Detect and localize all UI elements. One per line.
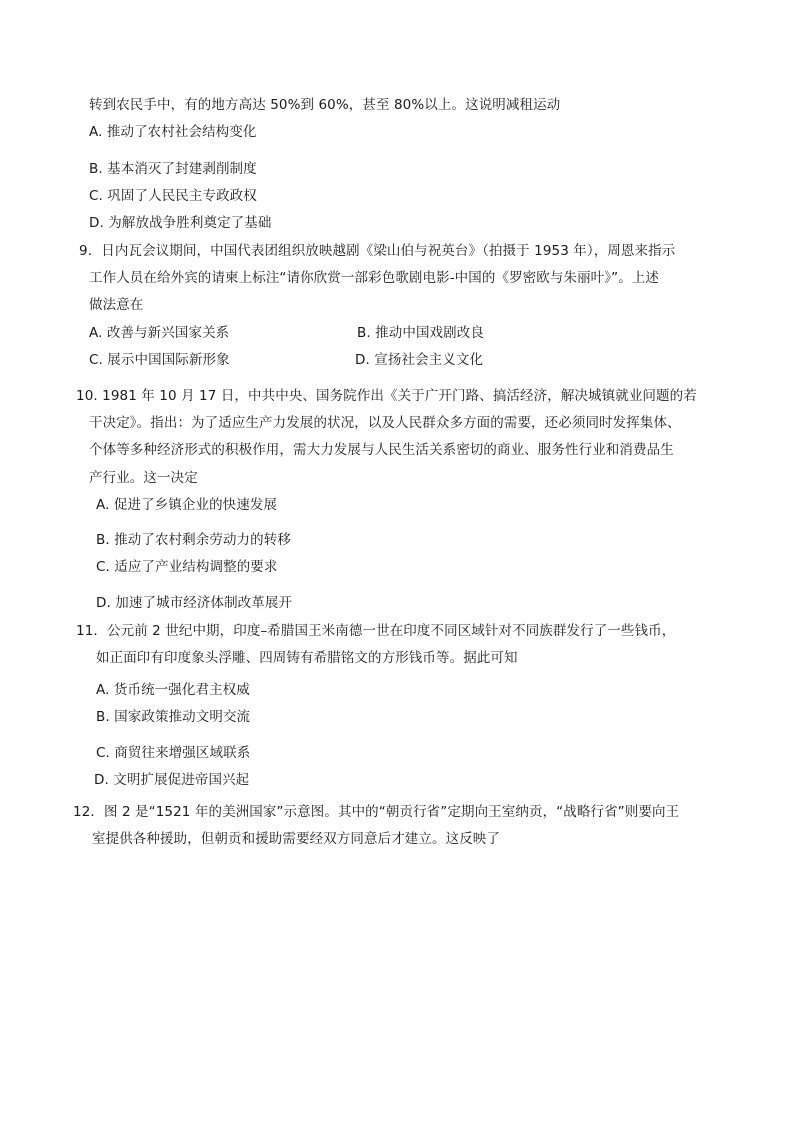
q11-stem-line-1: 11．公元前 2 世纪中期，印度–希腊国王米南德一世在印度不同区域针对不同族群发行了一些钱币， <box>76 623 676 639</box>
q8-option-c: C. 巩固了人民民主专政政权 <box>89 188 257 204</box>
q11-option-b: B. 国家政策推动文明交流 <box>96 709 251 725</box>
q11-option-c: C. 商贸往来增强区域联系 <box>96 745 251 761</box>
q8-stem-tail: 转到农民手中，有的地方高达 50%到 60%，甚至 80%以上。这说明减租运动 <box>89 97 561 113</box>
q8-option-d: D. 为解放战争胜利奠定了基础 <box>89 215 272 231</box>
q11-option-a: A. 货币统一强化君主权威 <box>96 682 250 698</box>
q10-stem-line-2: 干决定》。指出：为了适应生产力发展的状况，以及人民群众多方面的需要，还必须同时发挥集体、 <box>89 415 681 431</box>
q12-stem-line-1: 12．图 2 是“1521 年的美洲国家”示意图。其中的“朝贡行省”定期向王室纳贡，“战略行省”则要向王 <box>73 804 680 820</box>
q9-option-d: D. 宣扬社会主义文化 <box>355 352 484 368</box>
q10-stem-line-1: 10. 1981 年 10 月 17 日，中共中央、国务院作出《关于广开门路、搞活经济，解决城镇就业问题的若 <box>76 388 697 404</box>
q10-option-c: C. 适应了产业结构调整的要求 <box>96 559 278 575</box>
q8-option-b: B. 基本消灭了封建剥削制度 <box>89 161 257 177</box>
q9-option-c: C. 展示中国国际新形象 <box>89 352 230 368</box>
q11-option-d: D. 文明扩展促进帝国兴起 <box>94 772 250 788</box>
q10-stem-line-4: 产行业。这一决定 <box>89 470 198 486</box>
q10-option-d: D. 加速了城市经济体制改革展开 <box>96 595 293 611</box>
q9-stem-line-1: 9．日内瓦会议期间，中国代表团组织放映越剧《梁山伯与祝英台》（拍摄于 1953 年），周恩来指示 <box>79 243 676 259</box>
q10-option-a: A. 促进了乡镇企业的快速发展 <box>96 497 278 513</box>
q9-stem-line-3: 做法意在 <box>89 297 144 313</box>
q9-stem-line-2: 工作人员在给外宾的请柬上标注“请你欣赏一部彩色歌剧电影-中国的《罗密欧与朱丽叶》”。上述 <box>89 270 660 286</box>
q8-option-a: A. 推动了农村社会结构变化 <box>89 124 257 140</box>
q9-option-b: B. 推动中国戏剧改良 <box>357 325 484 341</box>
q10-option-b: B. 推动了农村剩余劳动力的转移 <box>96 532 291 548</box>
q11-stem-line-2: 如正面印有印度象头浮雕、四周铸有希腊铭文的方形钱币等。据此可知 <box>96 650 518 666</box>
q10-stem-line-3: 个体等多种经济形式的积极作用，需大力发展与人民生活关系密切的商业、服务性行业和消费品生 <box>89 442 674 458</box>
q12-stem-line-2: 室提供各种援助，但朝贡和援助需要经双方同意后才建立。这反映了 <box>92 831 500 847</box>
q9-option-a: A. 改善与新兴国家关系 <box>89 325 230 341</box>
